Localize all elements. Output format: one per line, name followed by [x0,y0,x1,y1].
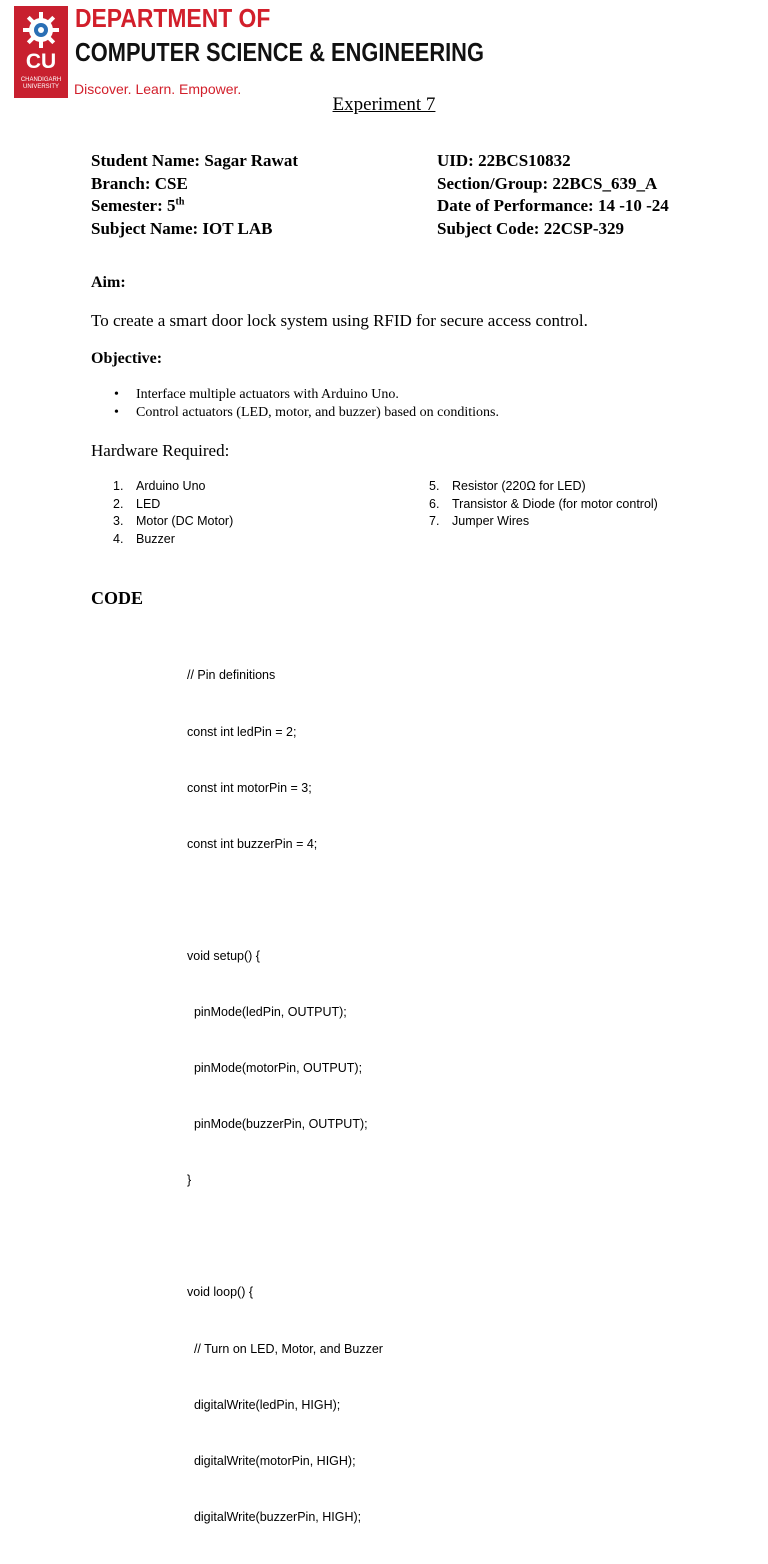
list-item: • Interface multiple actuators with Arduino Uno. [114,386,499,404]
code-line: const int motorPin = 3; [187,780,312,795]
hardware-list-left [113,478,233,549]
date-of-performance: Date of Performance: 14 -10 -24 [437,196,669,215]
code-line: digitalWrite(motorPin, HIGH); [187,1453,356,1468]
logo-text: CU [25,50,57,73]
branch: Branch: CSE [91,173,188,193]
code-line: pinMode(buzzerPin, OUTPUT); [187,1117,368,1132]
code-line [187,1227,383,1246]
code-line: pinMode(motorPin, OUTPUT); [187,1061,363,1076]
student-info-left [91,150,298,240]
list-item: 3. Motor (DC Motor) [113,514,234,529]
subject-name: Subject Name: IOT LAB [91,218,273,238]
code-line: void loop() { [187,1285,254,1300]
code-line: const int buzzerPin = 4; [187,836,318,851]
objective-heading: Objective: [91,350,163,367]
department-title-line1: DEPARTMENT OF [75,3,271,33]
list-item: 5. Resistor (220Ω for LED) [429,479,586,493]
list-item: 4. Buzzer [113,532,175,547]
experiment-title: Experiment 7 [332,94,436,115]
code-block [187,629,383,1564]
department-title-line2: COMPUTER SCIENCE & ENGINEERING [75,37,484,67]
list-item: • Control actuators (LED, motor, and buzzer) based on conditions. [114,404,499,422]
code-line: pinMode(ledPin, OUTPUT); [187,1004,347,1019]
list-item: 6. Transistor & Diode (for motor control) [429,496,658,511]
code-line: digitalWrite(ledPin, HIGH); [187,1397,341,1412]
list-item: 1. Arduino Uno [113,479,206,493]
gear-emblem-icon [21,10,61,50]
aim-text: To create a smart door lock system using RFID for secure access control. [91,311,588,330]
code-heading: CODE [91,588,144,608]
subject-code: Subject Code: 22CSP-329 [437,218,624,238]
uid: UID: 22BCS10832 [437,151,571,170]
student-info-right [437,150,669,240]
code-line: // Pin definitions [187,668,276,683]
objective-list [114,386,499,422]
student-name: Student Name: Sagar Rawat [91,151,298,170]
code-line: digitalWrite(buzzerPin, HIGH); [187,1509,362,1524]
university-logo [14,6,68,98]
section-group: Section/Group: 22BCS_639_A [437,173,658,193]
list-item: 7. Jumper Wires [429,514,530,529]
code-line: void setup() { [187,948,260,963]
aim-heading: Aim: [91,274,126,291]
logo-subtext: CHANDIGARH UNIVERSITY [20,77,62,90]
tagline: Discover. Learn. Empower. [74,81,242,97]
hardware-heading: Hardware Required: [91,441,230,460]
list-item: 2. LED [113,496,161,511]
code-line: } [187,1173,192,1188]
code-line: // Turn on LED, Motor, and Buzzer [187,1341,383,1356]
semester: Semester: 5th [91,196,185,215]
hardware-list-right [429,478,658,531]
code-line: const int ledPin = 2; [187,724,297,739]
code-line [187,891,383,910]
